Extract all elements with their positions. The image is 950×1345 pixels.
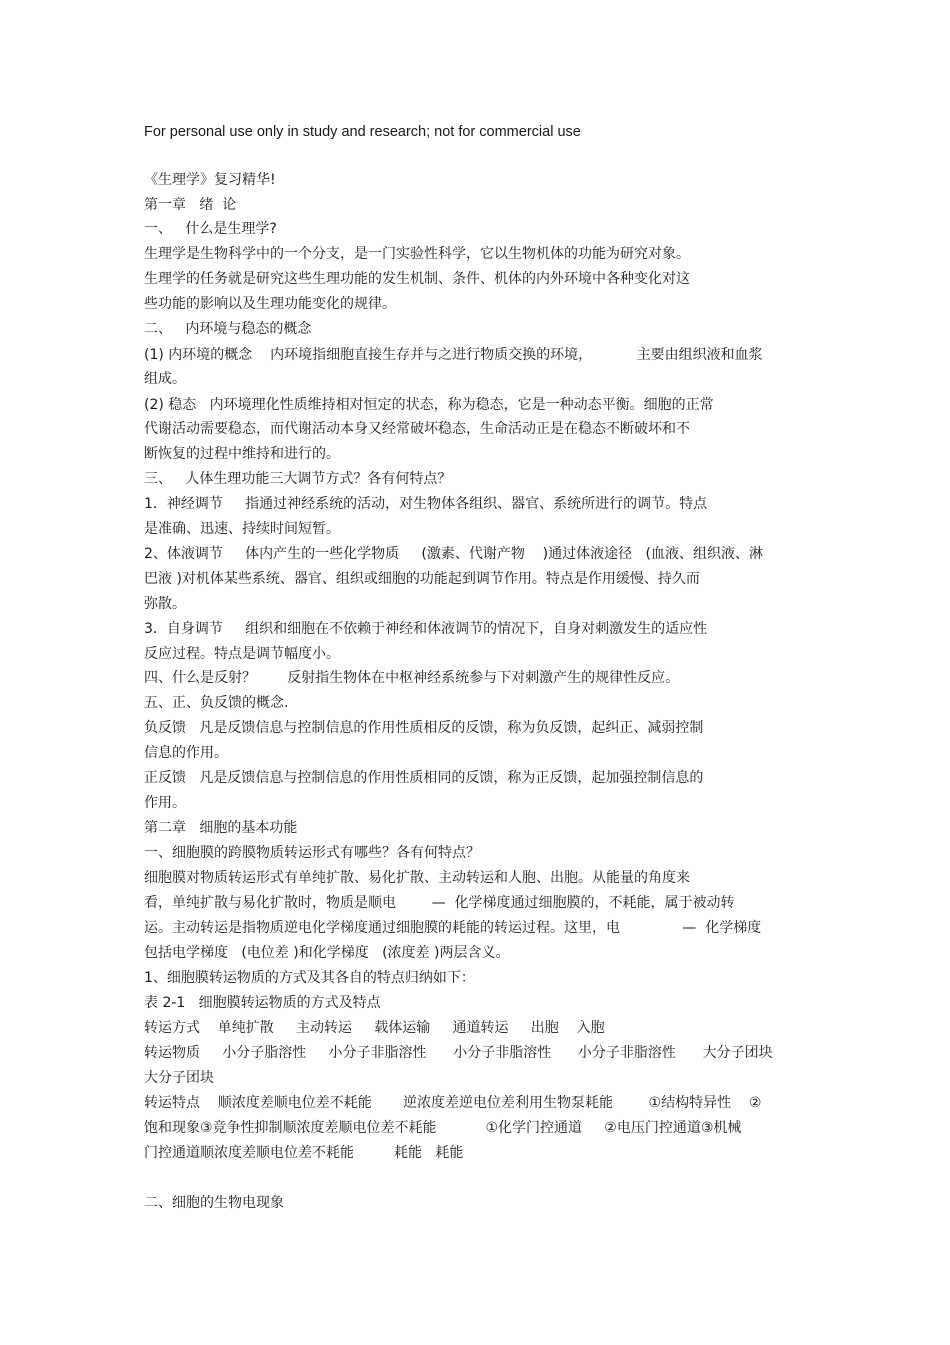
- paragraph-line: 弥散。: [144, 596, 186, 612]
- table-caption: 表 2-1 细胞膜转运物质的方式及特点: [144, 995, 381, 1011]
- paragraph-line: 生理学的任务就是研究这些生理功能的发生机制、条件、机体的内外环境中各种变化对这: [144, 271, 690, 287]
- section-heading: 一、 什么是生理学?: [144, 221, 277, 237]
- paragraph-line: 运。主动转运是指物质逆电化学梯度通过细胞膜的耗能的转运过程。这里，电 — 化学梯度: [144, 920, 762, 936]
- paragraph-line: (2) 稳态 内环境理化性质维持相对恒定的状态，称为稳态，它是一种动态平衡。细胞的正常: [144, 397, 714, 413]
- paragraph-line: 断恢复的过程中维持和进行的。: [144, 446, 340, 462]
- table-row: 门控通道顺浓度差顺电位差不耗能 耗能 耗能: [144, 1145, 464, 1161]
- paragraph-line: 作用。: [144, 795, 186, 811]
- section-heading: 一、细胞膜的跨膜物质转运形式有哪些？各有何特点？: [144, 845, 480, 861]
- table-row: 饱和现象③竞争性抑制顺浓度差顺电位差不耗能 ①化学门控通道 ②电压门控通道③机械: [144, 1120, 742, 1136]
- table-row: 转运方式 单纯扩散 主动转运 载体运输 通道转运 出胞 入胞: [144, 1020, 605, 1036]
- paragraph-line: 正反馈 凡是反馈信息与控制信息的作用性质相同的反馈，称为正反馈，起加强控制信息的: [144, 770, 704, 786]
- paragraph-line: 信息的作用。: [144, 745, 228, 761]
- disclaimer-text: For personal use only in study and research; not for commercial use: [144, 124, 581, 140]
- chapter-1-heading: 第一章 绪 论: [144, 197, 237, 213]
- paragraph-line: 组成。: [144, 371, 186, 387]
- paragraph-line: (1) 内环境的概念 内环境指细胞直接生存并与之进行物质交换的环境， 主要由组织液和血浆: [144, 347, 763, 363]
- section-heading: 三、 人体生理功能三大调节方式？各有何特点？: [144, 471, 452, 487]
- paragraph-line: 代谢活动需要稳态，而代谢活动本身又经常破坏稳态，生命活动正是在稳态不断破坏和不: [144, 421, 690, 437]
- paragraph-line: 生理学是生物科学中的一个分支，是一门实验性科学，它以生物机体的功能为研究对象。: [144, 246, 690, 262]
- table-row: 大分子团块: [144, 1070, 214, 1086]
- paragraph-line: 巴液 )对机体某些系统、器官、组织或细胞的功能起到调节作用。特点是作用缓慢、持久而: [144, 571, 700, 587]
- paragraph-line: 细胞膜对物质转运形式有单纯扩散、易化扩散、主动转运和人胞、出胞。从能量的角度来: [144, 870, 690, 886]
- paragraph-line: 包括电学梯度 (电位差 )和化学梯度 (浓度差 )两层含义。: [144, 945, 510, 961]
- book-title: 《生理学》复习精华!: [144, 172, 276, 188]
- paragraph-line: 3．自身调节 组织和细胞在不依赖于神经和体液调节的情况下，自身对刺激发生的适应性: [144, 621, 708, 637]
- section-heading: 五、正、负反馈的概念.: [144, 695, 289, 711]
- paragraph-line: 1．神经调节 指通过神经系统的活动，对生物体各组织、器官、系统所进行的调节。特点: [144, 496, 708, 512]
- paragraph-line: 负反馈 凡是反馈信息与控制信息的作用性质相反的反馈，称为负反馈，起纠正、减弱控制: [144, 720, 704, 736]
- paragraph-line: 看，单纯扩散与易化扩散时，物质是顺电 — 化学梯度通过细胞膜的，不耗能，属于被动转: [144, 895, 735, 911]
- paragraph-line: 些功能的影响以及生理功能变化的规律。: [144, 296, 396, 312]
- chapter-2-heading: 第二章 细胞的基本功能: [144, 820, 298, 836]
- section-heading: 四、什么是反射？ 反射指生物体在中枢神经系统参与下对刺激产生的规律性反应。: [144, 670, 680, 686]
- paragraph-line: 2、体液调节 体内产生的一些化学物质 (激素、代谢产物 )通过体液途径 (血液、组织液、淋: [144, 546, 763, 562]
- section-heading: 二、细胞的生物电现象: [144, 1195, 284, 1211]
- paragraph-line: 是准确、迅速、持续时间短暂。: [144, 521, 340, 537]
- table-row: 转运物质 小分子脂溶性 小分子非脂溶性 小分子非脂溶性 小分子非脂溶性 大分子团块: [144, 1045, 773, 1061]
- section-heading: 二、 内环境与稳态的概念: [144, 321, 312, 337]
- paragraph-line: 反应过程。特点是调节幅度小。: [144, 646, 340, 662]
- paragraph-line: 1、细胞膜转运物质的方式及其各自的特点归纳如下：: [144, 970, 475, 986]
- table-row: 转运特点 顺浓度差顺电位差不耗能 逆浓度差逆电位差利用生物泵耗能 ①结构特异性 ②: [144, 1095, 762, 1111]
